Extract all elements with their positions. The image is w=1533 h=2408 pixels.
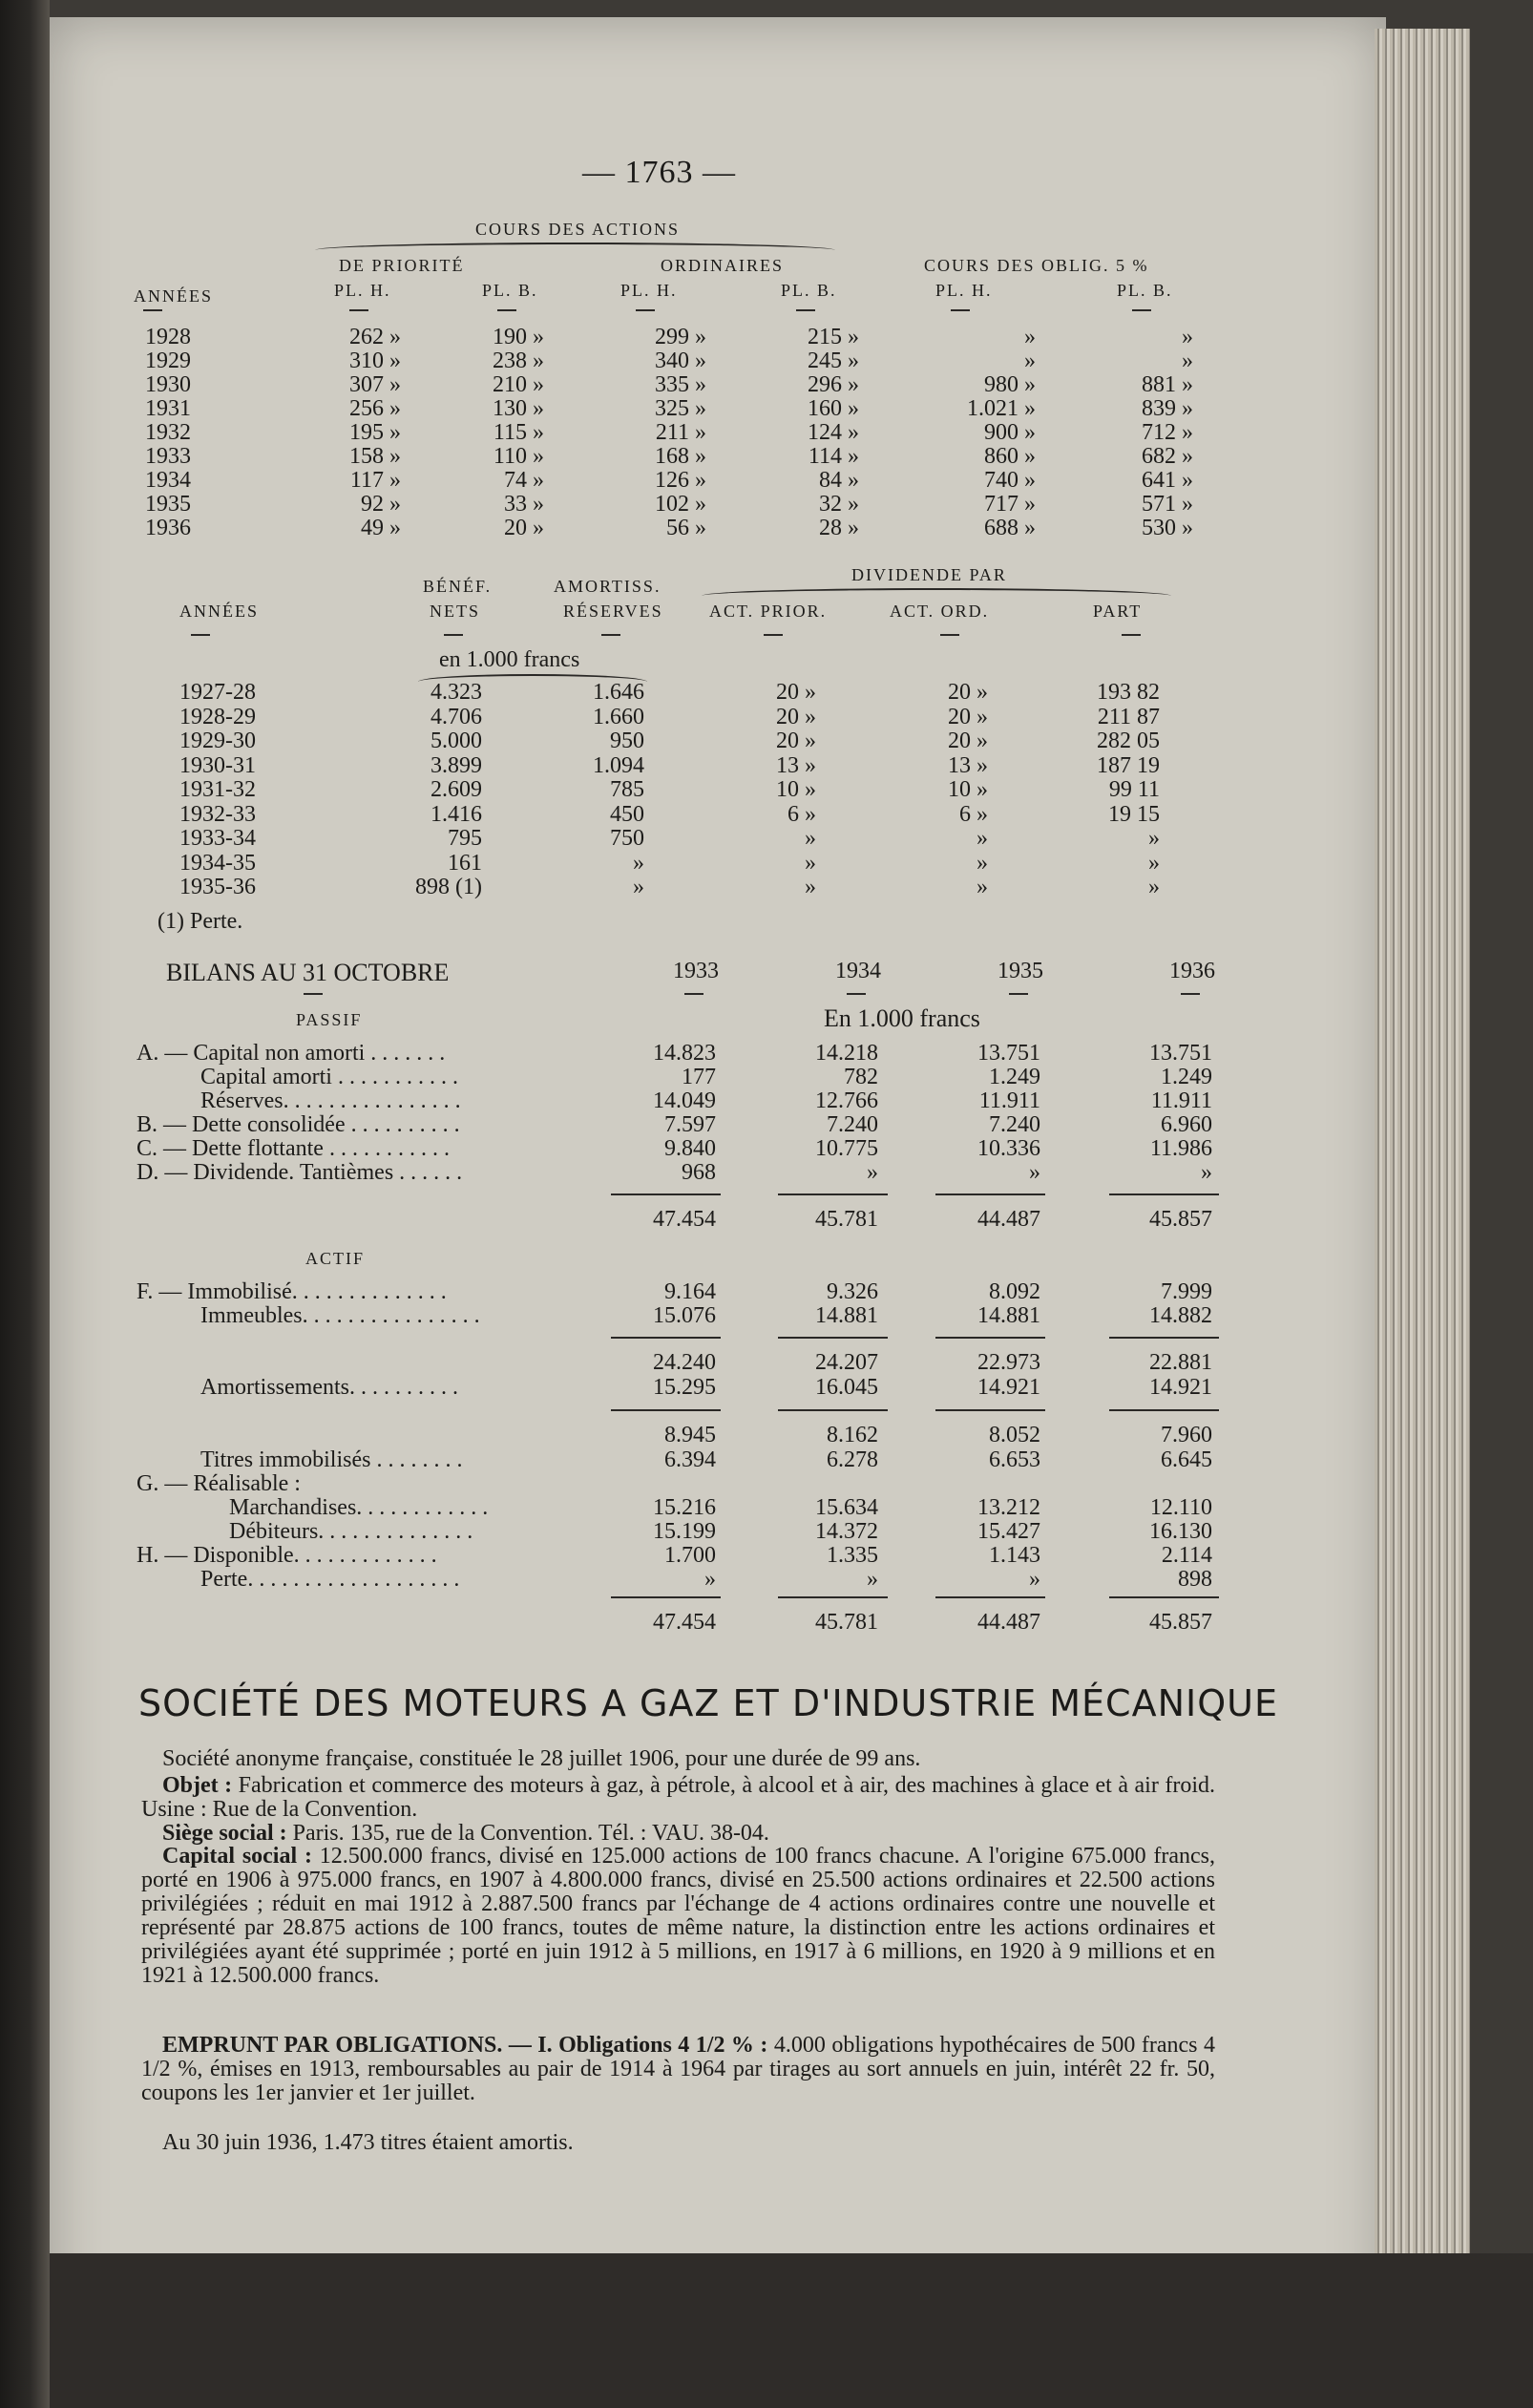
table-cell: 750 [610,826,644,851]
total-rule [611,1193,721,1195]
table-cell: 190 » [493,325,544,349]
dash-rule [497,309,516,311]
table-cell: 299 » [655,325,706,349]
total-rule [778,1596,888,1598]
table-cell: » [976,875,988,899]
table-cell: 215 » [808,325,859,349]
column-header-6: PL. B. [1117,281,1173,300]
total-rule [611,1337,721,1339]
row-value: 9.840 [664,1136,716,1161]
table-cell: 325 » [655,396,706,421]
row-period: 1931-32 [179,777,256,802]
row-value: 1.249 [989,1065,1040,1089]
row-year: 1928 [145,325,191,349]
table-cell: 898 (1) [415,875,482,899]
table-cell: 99 11 [1108,777,1160,802]
table-cell: 881 » [1142,372,1193,397]
row-value: 9.164 [664,1279,716,1304]
row-year: 1931 [145,396,191,421]
row-label: C. — Dette flottante . . . . . . . . . . . [136,1136,450,1161]
table-cell: 20 » [776,729,816,753]
column-header-annees: ANNÉES [134,286,213,306]
total-value: 45.857 [1149,1207,1212,1232]
total-rule [1109,1193,1219,1195]
row-label: G. — Réalisable : [136,1471,301,1496]
row-value: 11.911 [978,1088,1040,1113]
total-value: 7.960 [1161,1423,1212,1447]
total-value: 47.454 [653,1207,716,1232]
row-value: 177 [682,1065,716,1089]
table-cell: 56 » [666,516,706,540]
row-value: 7.240 [989,1112,1040,1137]
total-rule [611,1409,721,1411]
table-cell: 187 19 [1097,752,1160,778]
dash-rule [1132,309,1151,311]
table-cell: 84 » [819,468,859,493]
year-header-1936: 1936 [1169,959,1215,983]
row-value: 11.911 [1150,1088,1212,1113]
paragraph-emprunt [141,2034,1215,2105]
table-cell: 114 » [808,444,859,469]
row-value: 13.751 [977,1041,1040,1066]
table-cell: 3.899 [430,752,482,778]
table-cell: 860 » [984,444,1036,469]
table-cell: 10 » [776,777,816,802]
dash-rule [191,634,210,636]
total-value: 45.857 [1149,1610,1212,1635]
total-rule [1109,1337,1219,1339]
subheader-oblig: COURS DES OBLIG. 5 % [924,256,1149,275]
row-label: Perte. . . . . . . . . . . . . . . . . . . [200,1567,460,1592]
table-cell: 262 » [349,325,401,349]
unit-label: en 1.000 francs [439,647,580,672]
row-value: 14.882 [1149,1303,1212,1328]
book-spine-left [0,0,50,2408]
row-period: 1934-35 [179,850,256,876]
total-value: 22.881 [1149,1350,1212,1375]
table-cell: 1.416 [430,801,482,827]
table-cell: 6 » [788,801,816,827]
table-cell: 115 » [493,420,544,445]
table-cell: 282 05 [1097,729,1160,753]
row-value: 7.240 [827,1112,878,1137]
table-cell: 839 » [1142,396,1193,421]
total-value: 45.781 [815,1610,878,1635]
table-cell: » [633,875,644,899]
table-cell: 5.000 [430,729,482,753]
row-value: 14.218 [815,1041,878,1066]
row-period: 1927-28 [179,680,256,705]
table-cell: 682 » [1142,444,1193,469]
row-value: 14.372 [815,1519,878,1544]
column-header-1: PL. H. [334,281,391,300]
dash-rule [143,309,162,311]
total-rule [778,1337,888,1339]
table-cell: 210 » [493,372,544,397]
table-cell: 158 » [349,444,401,469]
row-value: 6.960 [1161,1112,1212,1137]
capital-label: Capital social : [162,1844,312,1869]
table-cell: 161 [448,850,482,876]
table-cell: 310 » [349,349,401,373]
column-header-part: PART [1093,602,1143,621]
group-header-cours-actions: COURS DES ACTIONS [475,220,681,239]
table-cell: 92 » [361,492,401,517]
table-cell: 32 » [819,492,859,517]
row-value: » [704,1567,716,1592]
page-edges [1375,29,1470,2253]
row-label: Amortissements. . . . . . . . . . [200,1375,458,1400]
table-cell: 296 » [808,372,859,397]
total-value: 45.781 [815,1207,878,1232]
row-value: 10.775 [815,1136,878,1161]
table-cell: » [633,850,644,876]
table-cell: 4.706 [430,704,482,729]
table-cell: » [805,850,816,876]
table-cell: 195 » [349,420,401,445]
table-cell: » [1148,826,1160,851]
row-value: 13.212 [977,1495,1040,1520]
siege-label: Siège social : [162,1821,287,1846]
objet-label: Objet : [162,1773,233,1798]
table-cell: 28 » [819,516,859,540]
dash-rule [684,993,704,995]
row-label: A. — Capital non amorti . . . . . . . [136,1041,446,1066]
paragraph-intro: Société anonyme française, constituée le 28 juillet 1906, pour une durée de 99 ans. [162,1746,921,1771]
row-value: 6.653 [989,1447,1040,1472]
row-label: H. — Disponible. . . . . . . . . . . . . [136,1543,437,1568]
total-rule [611,1596,721,1598]
paragraph-capital [141,1845,1215,1988]
table-cell: 130 » [493,396,544,421]
table-cell: » [976,850,988,876]
table-cell: 950 [610,729,644,753]
row-label: Débiteurs. . . . . . . . . . . . . . [229,1519,473,1544]
dash-rule [636,309,655,311]
dash-rule [951,309,970,311]
row-value: 6.394 [664,1447,716,1472]
table-cell: 10 » [948,777,988,802]
table-cell: 245 » [808,349,859,373]
table-cell: » [1182,325,1193,349]
total-value: 24.240 [653,1350,716,1375]
total-value: 44.487 [977,1610,1040,1635]
row-period: 1932-33 [179,801,256,827]
column-header-prior: ACT. PRIOR. [709,602,828,621]
row-value: 12.110 [1149,1495,1212,1520]
row-period: 1933-34 [179,826,256,851]
row-year: 1933 [145,444,191,469]
table-cell: 160 » [808,396,859,421]
column-header-5: PL. H. [935,281,993,300]
row-value: 7.597 [664,1112,716,1137]
table-cell: 6 » [959,801,988,827]
column-header-amort-1: AMORTISS. [554,577,662,596]
row-value: 898 [1178,1567,1212,1592]
dash-rule [847,993,866,995]
company-title: SOCIÉTÉ DES MOTEURS A GAZ ET D'INDUSTRIE MÉCANIQUE [138,1682,1278,1724]
row-value: 782 [844,1065,878,1089]
table-cell: 335 » [655,372,706,397]
table-cell: » [1182,349,1193,373]
row-value: » [1029,1567,1040,1592]
row-value: 12.766 [815,1088,878,1113]
table-cell: 168 » [655,444,706,469]
dash-rule [940,634,959,636]
table-cell: » [1148,850,1160,876]
row-value: 15.295 [653,1375,716,1400]
table-cell: 2.609 [430,777,482,802]
year-header-1935: 1935 [998,959,1043,983]
table-cell: » [805,826,816,851]
footnote: (1) Perte. [158,909,243,934]
row-label: D. — Dividende. Tantièmes . . . . . . [136,1160,463,1185]
row-value: 6.278 [827,1447,878,1472]
row-label: Capital amorti . . . . . . . . . . . [200,1065,458,1089]
row-label: B. — Dette consolidée . . . . . . . . . . [136,1112,460,1137]
table-cell: 256 » [349,396,401,421]
table-cell: 20 » [504,516,544,540]
table-cell: 717 » [984,492,1036,517]
dash-rule [1122,634,1141,636]
table-cell: 307 » [349,372,401,397]
table-cell: 450 [610,801,644,827]
subheader-priorite: DE PRIORITÉ [339,256,465,275]
capital-text: 12.500.000 francs, divisé en 125.000 actions de 100 francs chacune. A l'origine 675.000 francs, porté en 1906 à 975.000 francs, en 1907 à 4.800.000 francs, divisé en 25.500 actions ordinaires et 22.500 actions privilégiées ; réduit en mai 1912 à 2.887.500 francs par l'échange de 4 actions ordinaires contre une nouvelle et représenté par 28.875 actions de 100 francs, toutes de même nature, la distinction entre les actions ordinaires et privilégiées ayant été supprimée ; porté en juin 1912 à 5 millions, en 1917 à 6 millions, en 1920 à 9 millions et en 1921 à 12.500.000 francs. [141,1844,1216,1988]
row-period: 1930-31 [179,752,256,778]
subheader-ordinaires: ORDINAIRES [661,256,785,275]
column-header-2: PL. B. [482,281,538,300]
total-rule [1109,1596,1219,1598]
bilans-title: BILANS AU 31 OCTOBRE [166,959,450,986]
table-cell: » [1024,349,1036,373]
row-label: Réserves. . . . . . . . . . . . . . . . [200,1088,461,1113]
unit-label: En 1.000 francs [824,1004,980,1032]
emprunt-text: 4.000 obligations hypothécaires de 500 francs 4 1/2 %, émises en 1913, remboursables au pair de 1914 à 1964 par tirages au sort annuels en juin, intérêt 22 fr. 50, coupons les 1er janvier et 1er juillet. [141,2033,1215,2105]
objet-text: Fabrication et commerce des moteurs à gaz, à pétrole, à alcool et à air, des machines à glace et à air froid. Usine : Rue de la Convention. [141,1773,1215,1822]
row-label: Titres immobilisés . . . . . . . . [200,1447,463,1472]
table-cell: 20 » [776,680,816,705]
table-cell: 340 » [655,349,706,373]
table-cell: 1.660 [593,704,644,729]
row-value: » [1201,1160,1212,1185]
row-label: Marchandises. . . . . . . . . . . . [229,1495,489,1520]
table-cell: 117 » [349,468,401,493]
paragraph-amortis: Au 30 juin 1936, 1.473 titres étaient amortis. [162,2130,574,2155]
row-value: 14.881 [815,1303,878,1328]
table-cell: 740 » [984,468,1036,493]
table-cell: 712 » [1142,420,1193,445]
table-cell: 19 15 [1108,801,1160,827]
passif-label: PASSIF [296,1010,363,1029]
table-cell: 785 [610,777,644,802]
table-cell: 1.646 [593,680,644,705]
row-period: 1929-30 [179,729,256,753]
total-value: 8.162 [827,1423,878,1447]
row-value: 9.326 [827,1279,878,1304]
table-cell: 530 » [1142,516,1193,540]
table-cell: » [1148,875,1160,899]
total-rule [778,1193,888,1195]
actif-label: ACTIF [305,1249,366,1268]
table-cell: 13 » [948,752,988,778]
row-value: 14.881 [977,1303,1040,1328]
dash-rule [601,634,620,636]
table-cell: 20 » [948,704,988,729]
row-value: 10.336 [977,1136,1040,1161]
table-cell: 571 » [1142,492,1193,517]
row-value: 15.199 [653,1519,716,1544]
total-value: 47.454 [653,1610,716,1635]
total-value: 8.945 [664,1423,716,1447]
table-cell: 126 » [655,468,706,493]
row-value: 15.076 [653,1303,716,1328]
year-header-1933: 1933 [673,959,719,983]
total-rule [1109,1409,1219,1411]
table-cell: 102 » [655,492,706,517]
row-label: Immeubles. . . . . . . . . . . . . . . . [200,1303,480,1328]
table-cell: 211 » [655,420,706,445]
paragraph-siege [141,1822,1215,1846]
page-number: — 1763 — [582,155,736,190]
table-cell: 795 [448,826,482,851]
table-cell: 900 » [984,420,1036,445]
column-header-ord: ACT. ORD. [890,602,990,621]
book-bottom-shadow [50,2253,1533,2408]
row-period: 1928-29 [179,704,256,729]
siege-text: Paris. 135, rue de la Convention. Tél. : VAU. 38-04. [292,1821,769,1846]
table-cell: 49 » [361,516,401,540]
column-header-amort-2: RÉSERVES [563,602,663,621]
row-value: 16.130 [1149,1519,1212,1544]
column-header-benef-2: NETS [430,602,480,621]
row-value: » [867,1567,878,1592]
row-year: 1929 [145,349,191,373]
row-label: F. — Immobilisé. . . . . . . . . . . . . . [136,1279,447,1304]
dash-rule [349,309,368,311]
table-cell: 688 » [984,516,1036,540]
row-value: 1.700 [664,1543,716,1568]
row-value: 8.092 [989,1279,1040,1304]
table-cell: » [1024,325,1036,349]
dash-rule [764,634,783,636]
row-value: 14.049 [653,1088,716,1113]
row-value: 14.921 [977,1375,1040,1400]
row-value: 1.249 [1161,1065,1212,1089]
row-value: 15.216 [653,1495,716,1520]
dash-rule [304,993,323,995]
total-value: 44.487 [977,1207,1040,1232]
row-value: 7.999 [1161,1279,1212,1304]
table-cell: 20 » [776,704,816,729]
row-value: 6.645 [1161,1447,1212,1472]
row-year: 1935 [145,492,191,517]
table-cell: 20 » [948,729,988,753]
total-value: 22.973 [977,1350,1040,1375]
table-cell: 20 » [948,680,988,705]
total-value: 24.207 [815,1350,878,1375]
total-rule [935,1409,1045,1411]
dash-rule [1009,993,1028,995]
dividende-header: DIVIDENDE PAR [851,565,1007,584]
table-cell: 33 » [504,492,544,517]
row-value: 968 [682,1160,716,1185]
row-value: 14.823 [653,1041,716,1066]
row-value: 11.986 [1149,1136,1212,1161]
total-rule [778,1409,888,1411]
row-period: 1935-36 [179,875,256,899]
table-cell: 74 » [504,468,544,493]
row-value: » [1029,1160,1040,1185]
table-cell: 980 » [984,372,1036,397]
row-value: 1.335 [827,1543,878,1568]
row-value: » [867,1160,878,1185]
total-rule [935,1193,1045,1195]
row-value: 14.921 [1149,1375,1212,1400]
table-cell: 4.323 [430,680,482,705]
dash-rule [1181,993,1200,995]
row-value: 1.143 [989,1543,1040,1568]
table-cell: 13 » [776,752,816,778]
row-year: 1930 [145,372,191,397]
column-header-4: PL. B. [781,281,837,300]
emprunt-label: EMPRUNT PAR OBLIGATIONS. — I. Obligations 4 1/2 % : [162,2033,768,2058]
table-cell: 110 » [493,444,544,469]
paragraph-objet [141,1774,1215,1822]
total-value: 8.052 [989,1423,1040,1447]
row-value: 15.634 [815,1495,878,1520]
table-cell: » [805,875,816,899]
row-value: 15.427 [977,1519,1040,1544]
table-cell: 641 » [1142,468,1193,493]
table-cell: 193 82 [1097,680,1160,705]
row-year: 1934 [145,468,191,493]
column-header-annees: ANNÉES [179,602,259,621]
row-year: 1936 [145,516,191,540]
row-year: 1932 [145,420,191,445]
table-cell: 1.094 [593,752,644,778]
table-cell: » [976,826,988,851]
row-value: 2.114 [1161,1543,1212,1568]
column-header-3: PL. H. [620,281,678,300]
column-header-benef-1: BÉNÉF. [423,577,493,596]
total-rule [935,1337,1045,1339]
table-cell: 1.021 » [967,396,1036,421]
row-value: 16.045 [815,1375,878,1400]
dash-rule [796,309,815,311]
total-rule [935,1596,1045,1598]
year-header-1934: 1934 [835,959,881,983]
table-cell: 211 87 [1097,704,1160,729]
table-cell: 238 » [493,349,544,373]
dash-rule [444,634,463,636]
table-cell: 124 » [808,420,859,445]
row-value: 13.751 [1149,1041,1212,1066]
